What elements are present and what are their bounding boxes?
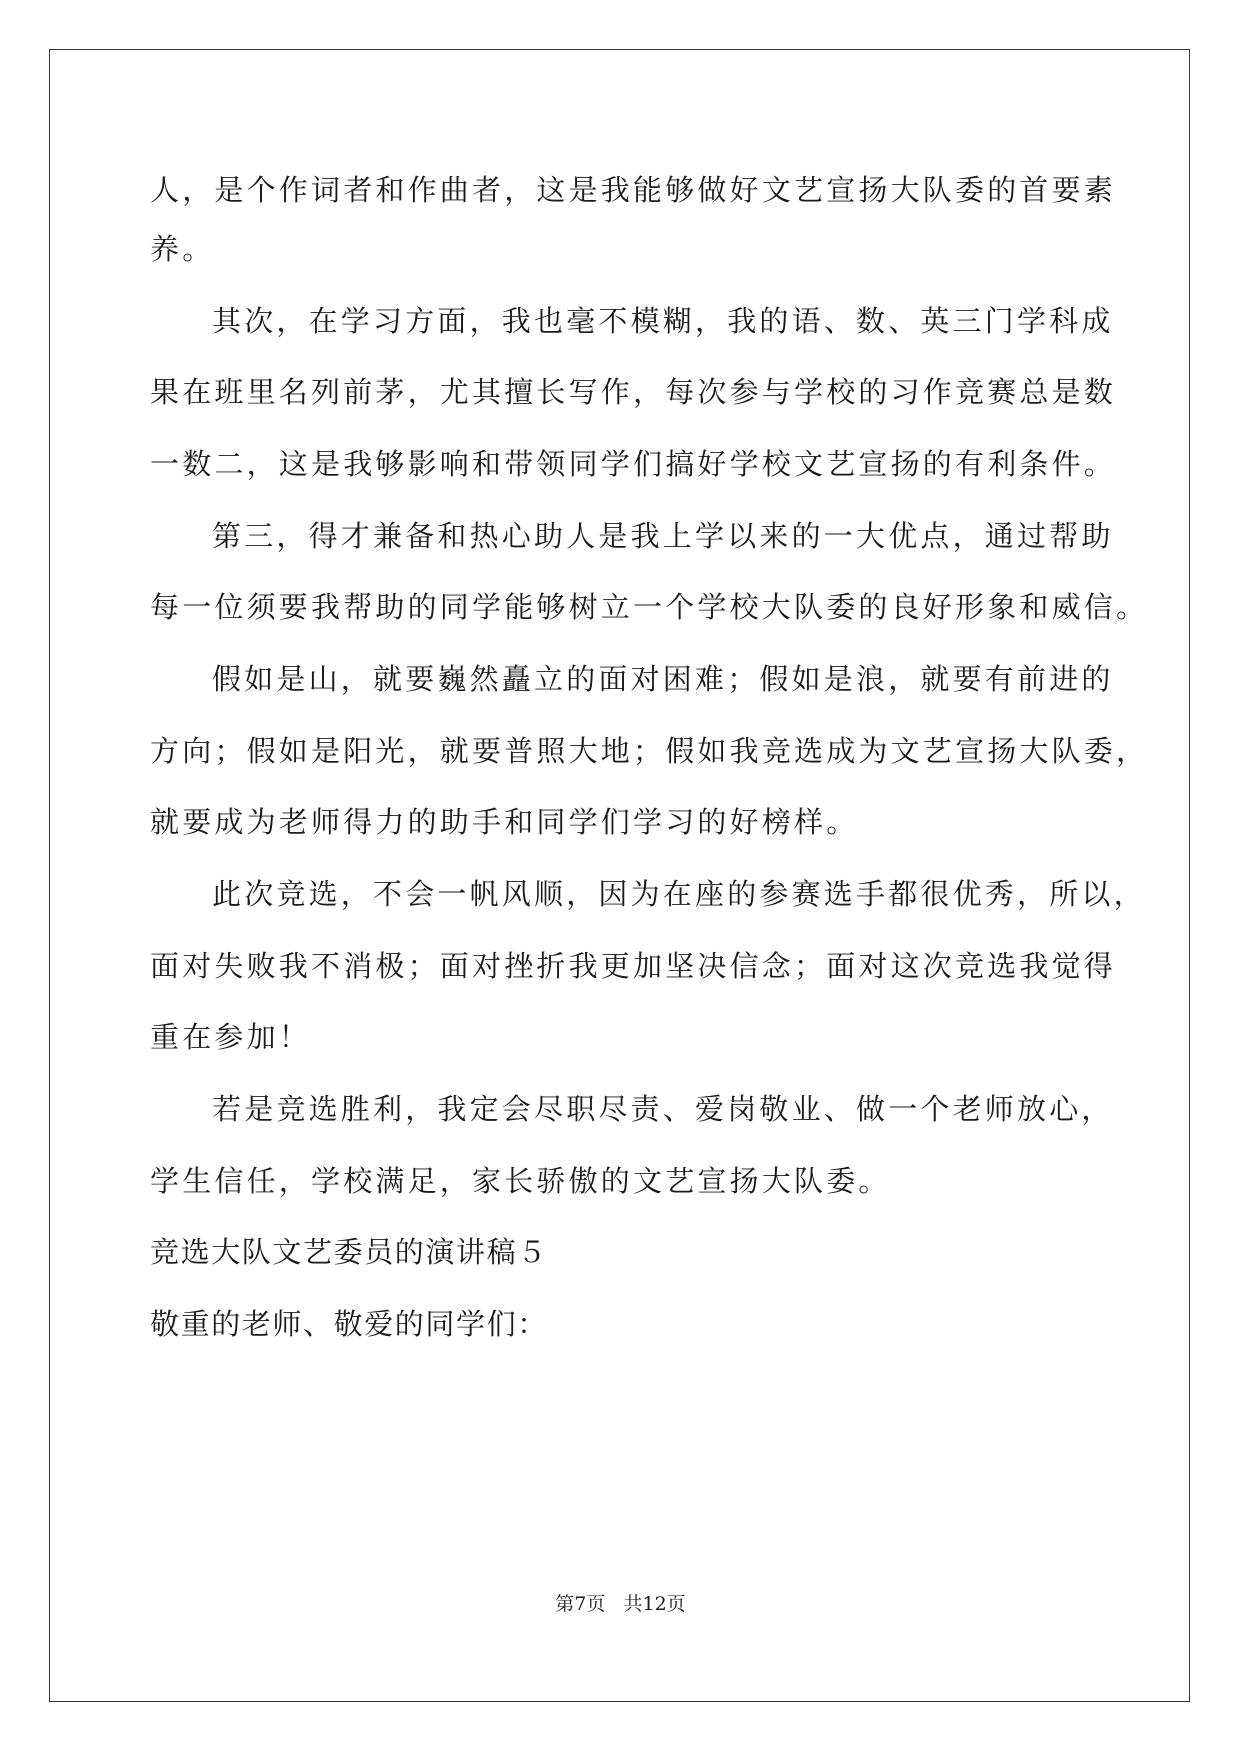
body-text-line: 学生信任，学校满足，家长骄傲的文艺宣扬大队委。	[150, 1164, 891, 1198]
body-text-line: 假如是山，就要巍然矗立的面对困难；假如是浪，就要有前进的	[212, 662, 1114, 696]
body-text-line: 重在参加！	[150, 1020, 312, 1054]
body-text-line: 一数二，这是我够影响和带领同学们搞好学校文艺宣扬的有利条件。	[150, 447, 1117, 481]
body-text-line: 此次竞选，不会一帆风顺，因为在座的参赛选手都很优秀，所以，	[212, 877, 1146, 911]
body-text-line: 若是竞选胜利，我定会尽职尽责、爱岗敬业、做一个老师放心，	[212, 1092, 1114, 1126]
body-text-line: 方向；假如是阳光，就要普照大地；假如我竞选成为文艺宣扬大队委，	[150, 734, 1149, 768]
body-text-line: 果在班里名列前茅，尤其擅长写作，每次参与学校的习作竞赛总是数	[150, 375, 1117, 409]
salutation-line: 敬重的老师、敬爱的同学们：	[150, 1307, 548, 1341]
body-text-line: 人，是个作词者和作曲者，这是我能够做好文艺宣扬大队委的首要素	[150, 173, 1117, 207]
section-heading: 竞选大队文艺委员的演讲稿５	[150, 1235, 548, 1269]
body-text-line: 就要成为老师得力的助手和同学们学习的好榜样。	[150, 805, 859, 839]
body-text-line: 养。	[150, 232, 215, 266]
body-text-line: 其次，在学习方面，我也毫不模糊，我的语、数、英三门学科成	[212, 304, 1114, 338]
body-text-line: 第三，得才兼备和热心助人是我上学以来的一大优点，通过帮助	[212, 519, 1114, 553]
body-text-line: 面对失败我不消极；面对挫折我更加坚决信念；面对这次竞选我觉得	[150, 949, 1117, 983]
body-text-line: 每一位须要我帮助的同学能够树立一个学校大队委的良好形象和威信。	[150, 590, 1149, 624]
page-number-footer: 第7页 共12页	[555, 1593, 686, 1615]
